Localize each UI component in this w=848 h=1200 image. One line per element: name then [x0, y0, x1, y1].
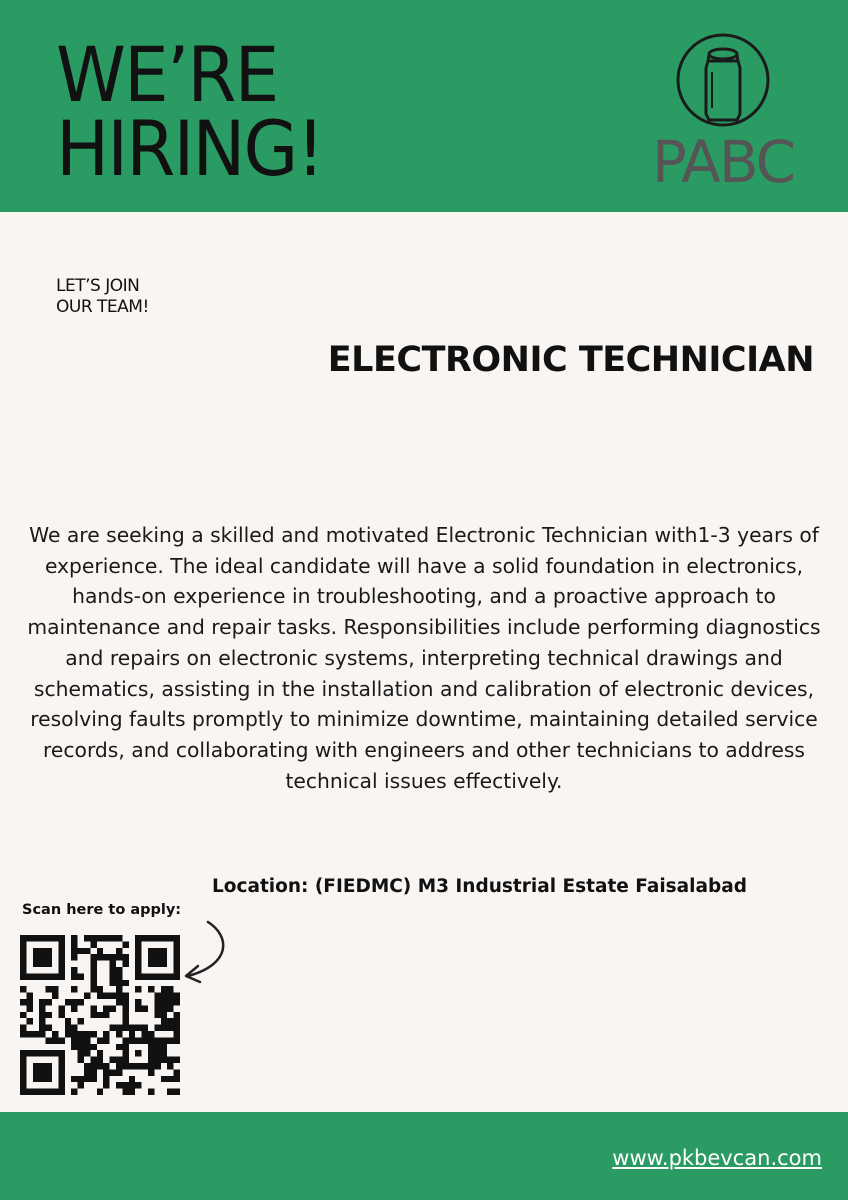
- headline-line-2: HIRING!: [56, 104, 323, 193]
- qr-code-icon[interactable]: [20, 935, 180, 1095]
- tagline-line-2: OUR TEAM!: [56, 297, 149, 317]
- tagline-line-1: LET’S JOIN: [56, 276, 140, 296]
- can-icon: [648, 28, 798, 132]
- job-description: We are seeking a skilled and motivated Electronic Technician with1-3 years of experience. The ideal candidate will have a solid foundation in electronics, hands-on experience in troubleshooting, and a proactive approach to maintenance and repair tasks. Responsibilities include performing diagnostics and repairs on electronic systems, interpreting technical drawings and schematics, assisting in the installation and calibration of electronic devices, resolving faults promptly to minimize downtime, maintaining detailed service records, and collaborating with engineers and other technicians to address technical issues effectively.: [27, 523, 821, 793]
- logo-wordmark: PABC: [651, 128, 795, 196]
- job-location: Location: (FIEDMC) M3 Industrial Estate Faisalabad: [212, 876, 747, 897]
- join-team-tagline: [56, 276, 149, 318]
- job-title: ELECTRONIC TECHNICIAN: [327, 340, 814, 380]
- curved-arrow-icon: [178, 918, 234, 988]
- hiring-headline: [56, 30, 323, 193]
- headline-line-1: WE’RE: [56, 30, 278, 119]
- website-link[interactable]: www.pkbevcan.com: [612, 1146, 822, 1170]
- scan-to-apply-label: Scan here to apply:: [22, 902, 182, 918]
- company-logo: [648, 28, 798, 194]
